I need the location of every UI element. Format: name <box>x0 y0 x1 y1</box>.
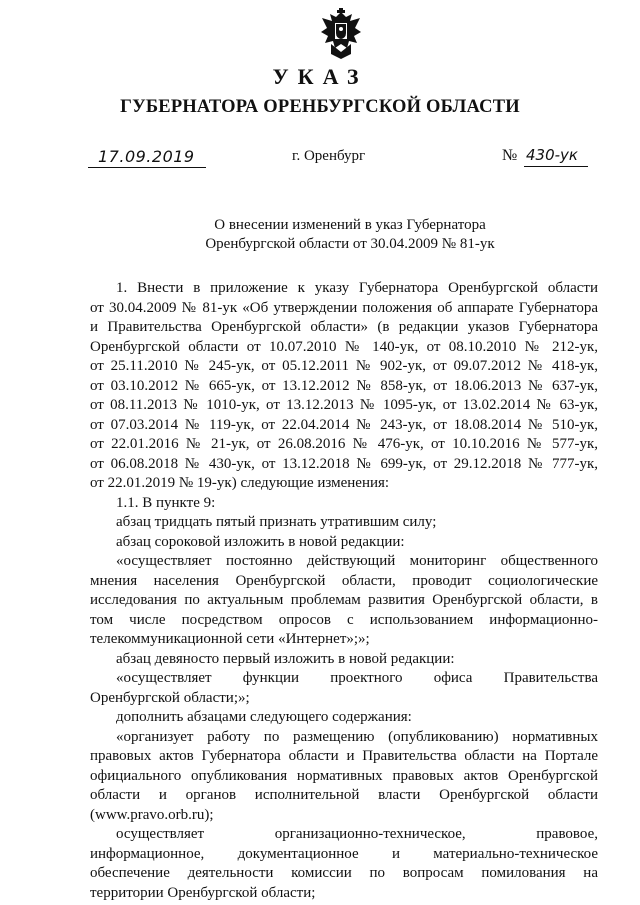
body-line: абзац тридцать пятый признать утратившим силу; <box>116 514 437 530</box>
decree-city: г. Оренбург <box>292 148 366 164</box>
body-line: мнения населения Оренбургской области, проводит социологические <box>90 572 598 589</box>
body-line: (www.pravo.orb.ru); <box>90 806 214 823</box>
body-line: информационное, документационное и материально-техническое <box>90 845 598 862</box>
subject-line: Оренбургской области от 30.04.2009 № 81-ук <box>205 236 495 252</box>
body-line: территории Оренбургской области; <box>90 884 316 901</box>
number-underline <box>524 166 588 167</box>
decree-issuer: ГУБЕРНАТОРА ОРЕНБУРГСКОЙ ОБЛАСТИ <box>120 97 520 117</box>
decree-subject <box>150 216 550 254</box>
decree-number-field <box>502 146 592 168</box>
body-line: 1.1. В пункте 9: <box>116 494 216 511</box>
body-line: обеспечение деятельности комиссии по вопросам помилования на <box>90 865 598 881</box>
decree-number: 430-ук <box>526 146 578 164</box>
body-line: том числе посредством опросов с использованием информационно- <box>90 611 598 628</box>
body-line: от 03.10.2012 № 665-ук, от 13.12.2012 № 858-ук, от 18.06.2013 № 637-ук, <box>90 377 598 394</box>
body-line: абзац девяносто первый изложить в новой редакции: <box>116 650 455 667</box>
body-line: Оренбургской области от 10.07.2010 № 140-ук, от 08.10.2010 № 212-ук, <box>90 338 598 355</box>
body-line: абзац сороковой изложить в новой редакции: <box>116 533 405 550</box>
body-line: от 06.08.2018 № 430-ук, от 13.12.2018 № 699-ук, от 29.12.2018 № 777-ук, <box>90 455 598 472</box>
number-sign: № <box>502 147 518 164</box>
decree-title: УКАЗ <box>272 64 368 89</box>
body-line: исследования по актуальным проблемам развития Оренбургской области, в <box>90 592 598 608</box>
body-line: от 30.04.2009 № 81-ук «Об утверждении положения об аппарате Губернатора <box>90 299 598 316</box>
body-line: от 25.11.2010 № 245-ук, от 05.12.2011 № 902-ук, от 09.07.2012 № 418-ук, <box>90 358 598 374</box>
body-line: дополнить абзацами следующего содержания: <box>116 709 412 725</box>
body-line: от 22.01.2019 № 19-ук) следующие изменения: <box>90 475 390 491</box>
body-line: 1. Внести в приложение к указу Губернатора Оренбургской области <box>116 280 598 296</box>
body-line: от 22.01.2016 № 21-ук, от 26.08.2016 № 476-ук, от 10.10.2016 № 577-ук, <box>90 436 598 452</box>
body-line: правовых актов Губернатора области и Правительства области на Портале <box>90 748 598 764</box>
body-line: области и органов исполнительной власти Оренбургской области <box>90 787 598 803</box>
body-line: «организует работу по размещению (опубликованию) нормативных <box>116 728 598 745</box>
body-line: Оренбургской области;»; <box>90 689 250 706</box>
subject-line: О внесении изменений в указ Губернатора <box>214 217 486 233</box>
decree-date-field <box>88 147 206 169</box>
body-line: телекоммуникационной сети «Интернет»;»; <box>90 631 370 647</box>
body-line: от 08.11.2013 № 1010-ук, от 13.12.2013 № 1095-ук, от 13.02.2014 № 63-ук, <box>90 397 598 413</box>
body-line: и Правительства Оренбургской области» (в редакции указов Губернатора <box>90 319 598 335</box>
decree-date: 17.09.2019 <box>98 147 195 166</box>
body-line: официального опубликования нормативных правовых актов Оренбургской <box>90 767 598 784</box>
body-line: «осуществляет функции проектного офиса Правительства <box>116 670 598 686</box>
date-underline <box>88 167 206 168</box>
body-line: осуществляет организационно-техническое, правовое, <box>116 826 598 842</box>
body-line: «осуществляет постоянно действующий мониторинг общественного <box>116 553 598 569</box>
coat-of-arms-emblem <box>318 8 364 60</box>
decree-body <box>90 279 598 903</box>
body-line: от 07.03.2014 № 119-ук, от 22.04.2014 № 243-ук, от 18.08.2014 № 510-ук, <box>90 416 598 433</box>
